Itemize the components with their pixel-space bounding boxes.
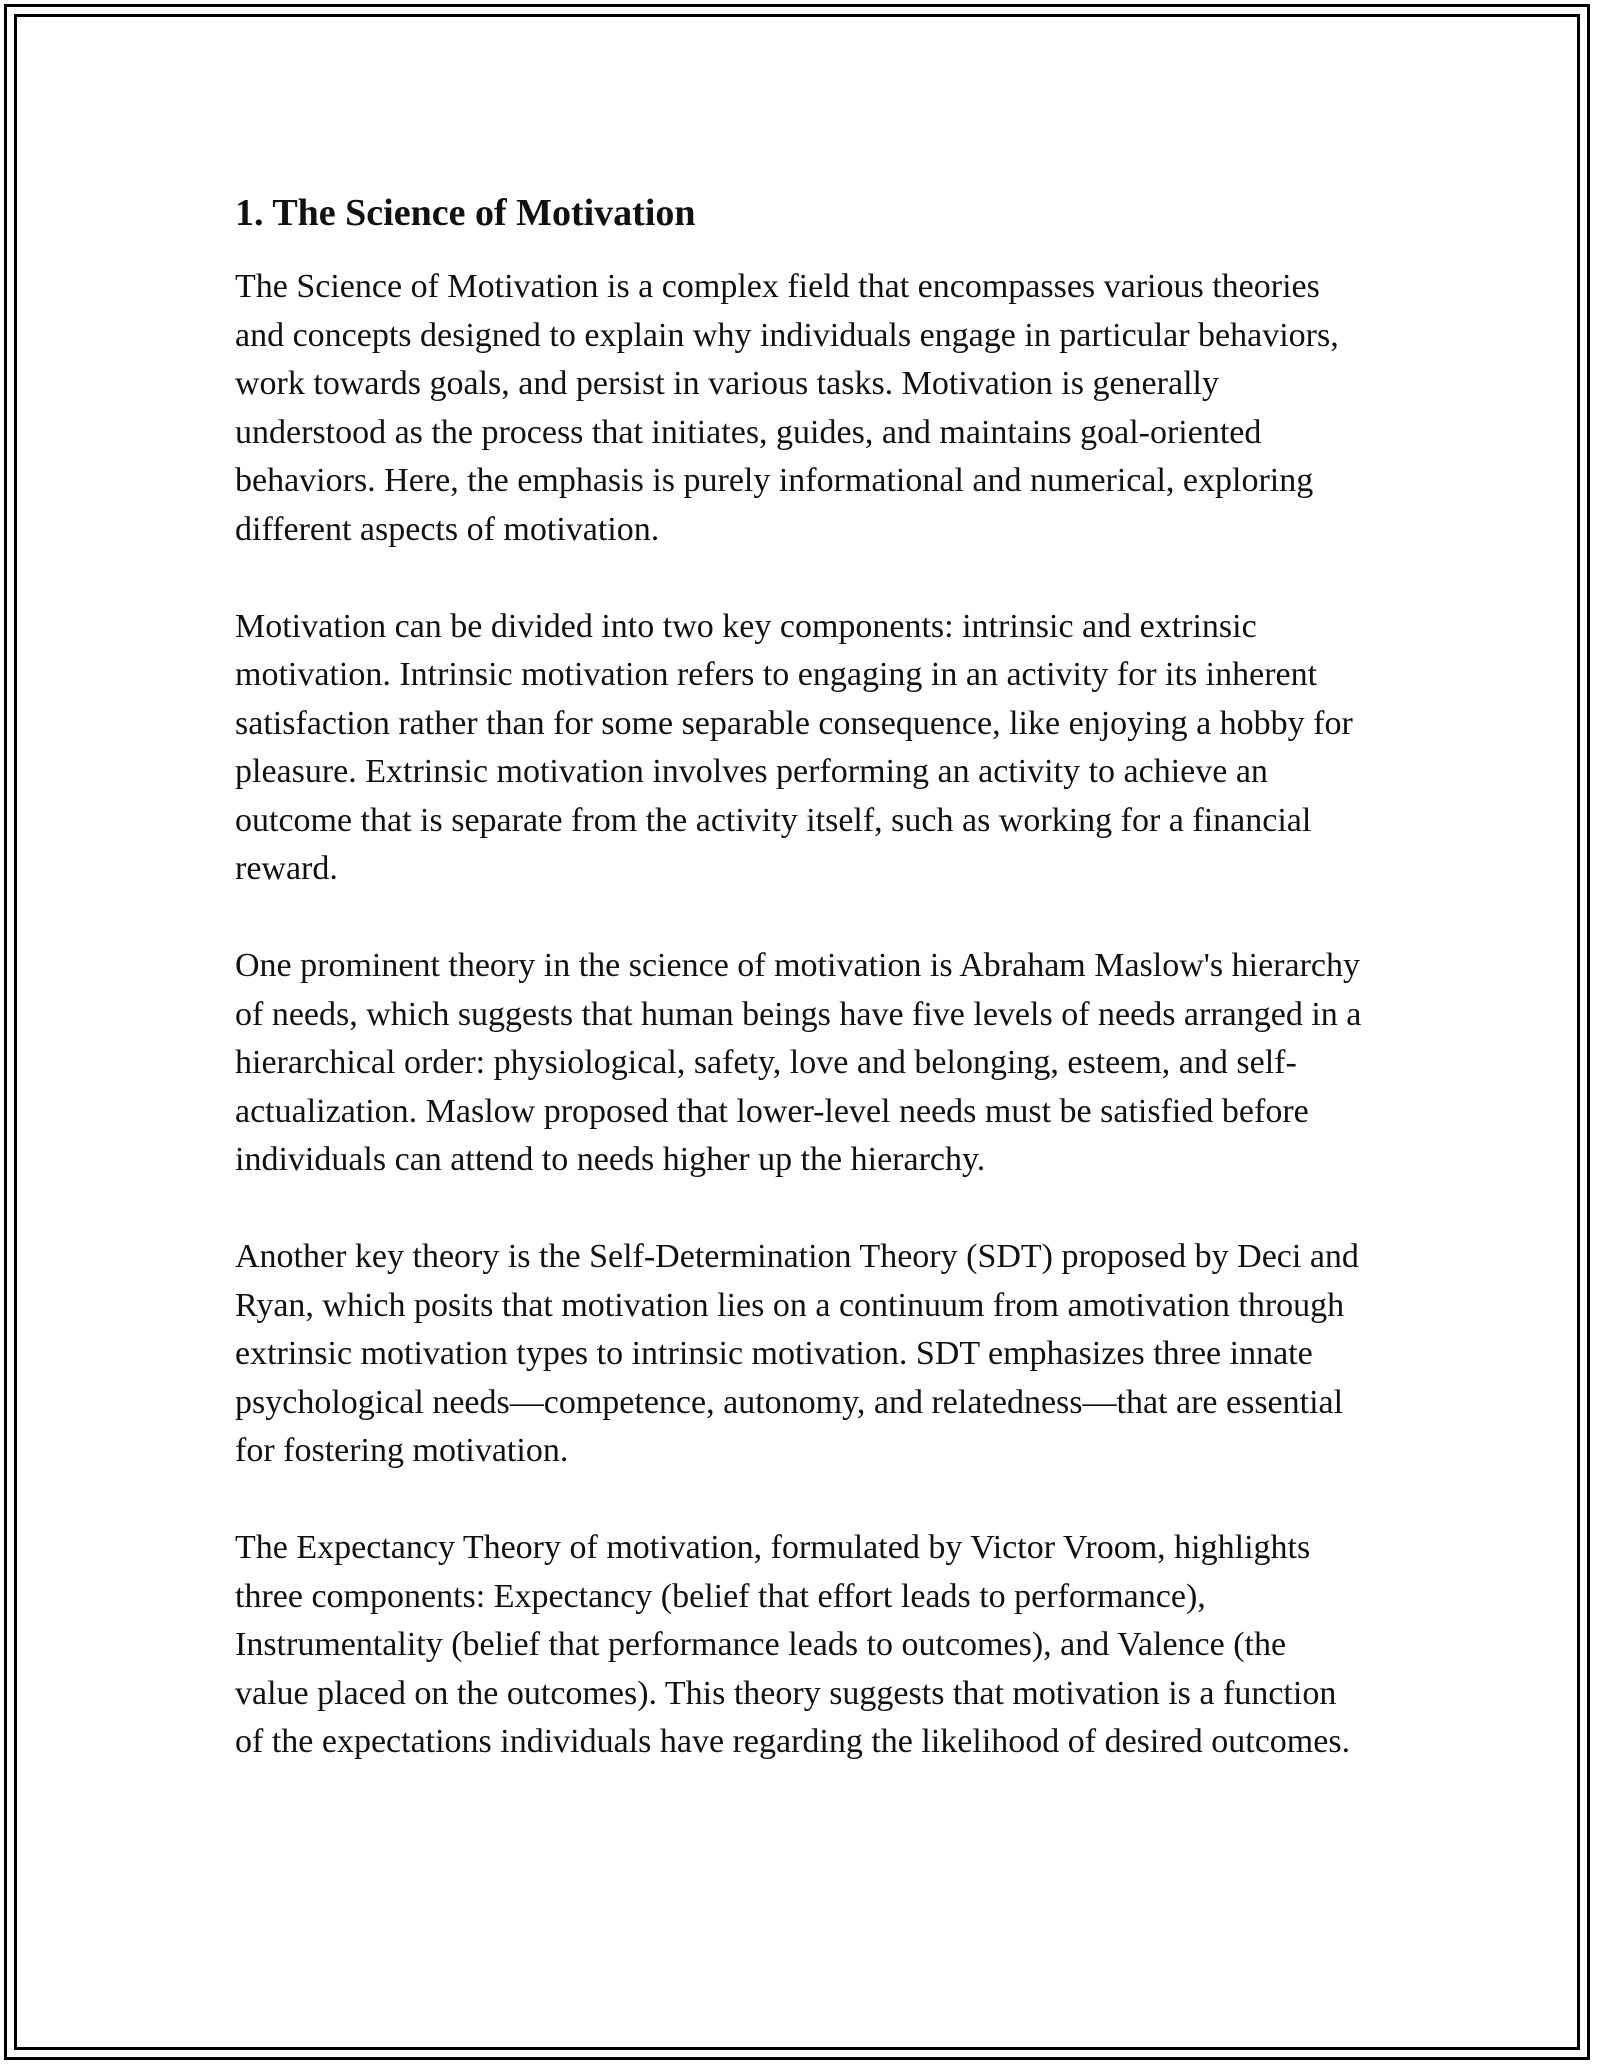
paragraph-expectancy: The Expectancy Theory of motivation, formulated by Victor Vroom, highlights three components: Expectancy (belief that effort leads to performance), Instrumentality (belief that performance leads to outcomes), and Valence (the value placed on the outcomes). This theory suggests that motivation is a function of the expectations individuals have regarding the likelihood of desired outcomes. <box>235 1529 1351 1760</box>
document-body <box>235 185 1365 1815</box>
paragraph-maslow: One prominent theory in the science of motivation is Abraham Maslow's hierarchy of needs, which suggests that human beings have five levels of needs arranged in a hierarchical order: physiological, safety, love and belonging, esteem, and self-actualization. Maslow proposed that lower-level needs must be satisfied before individuals can attend to needs higher up the hierarchy. <box>235 947 1362 1178</box>
paragraph-sdt: Another key theory is the Self-Determination Theory (SDT) proposed by Deci and Ryan, which posits that motivation lies on a continuum from amotivation through extrinsic motivation types to intrinsic motivation. SDT emphasizes three innate psychological needs—competence, autonomy, and relatedness—that are essential for fostering motivation. <box>235 1238 1359 1469</box>
section-heading: 1. The Science of Motivation <box>235 192 696 234</box>
paragraph-intro: The Science of Motivation is a complex field that encompasses various theories and concepts designed to explain why individuals engage in particular behaviors, work towards goals, and persist in various tasks. Motivation is generally understood as the process that initiates, guides, and maintains goal-oriented behaviors. Here, the emphasis is purely informational and numerical, exploring different aspects of motivation. <box>235 268 1339 548</box>
paragraph-intrinsic-extrinsic: Motivation can be divided into two key components: intrinsic and extrinsic motivation. Intrinsic motivation refers to engaging in an activity for its inherent satisfaction rather than for some separable consequence, like enjoying a hobby for pleasure. Extrinsic motivation involves performing an activity to achieve an outcome that is separate from the activity itself, such as working for a financial reward. <box>235 607 1353 887</box>
